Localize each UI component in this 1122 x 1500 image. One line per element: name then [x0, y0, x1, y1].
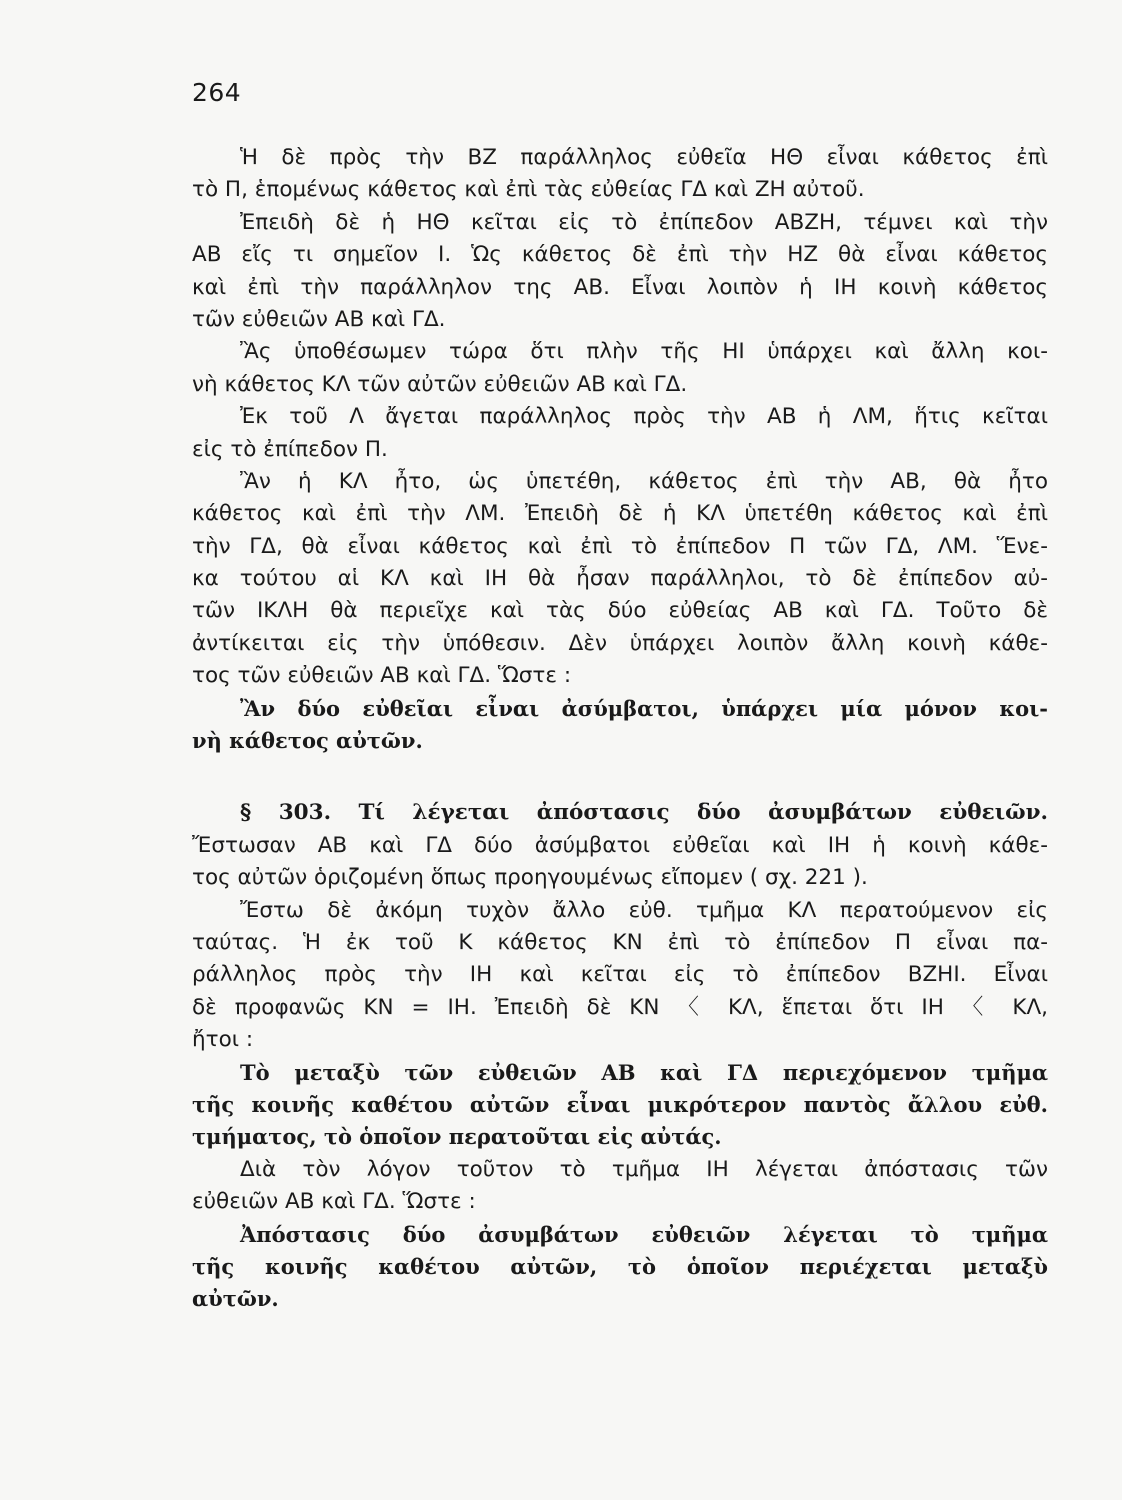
- paragraph: [192, 336, 1048, 401]
- text-line: Ἂν ἡ ΚΛ ἦτο, ὡς ὑπετέθη, κάθετος ἐπὶ τὴν ΑΒ, θὰ ἦτο: [240, 468, 1048, 494]
- text-line: τὴν ΓΔ, θὰ εἶναι κάθετος καὶ ἐπὶ τὸ ἐπίπεδον Π τῶν ΓΔ, ΛΜ. Ἕνε-: [192, 533, 1048, 559]
- text-line: Ἔστωσαν ΑΒ καὶ ΓΔ δύο ἀσύμβατοι εὐθεῖαι καὶ ΙΗ ἡ κοινὴ κάθε-: [192, 832, 1048, 858]
- theorem: [192, 1057, 1048, 1154]
- text-line: ταύτας. Ἡ ἐκ τοῦ Κ κάθετος ΚΝ ἐπὶ τὸ ἐπίπεδον Π εἶναι πα-: [192, 929, 1048, 955]
- text-line: ἀντίκειται εἰς τὴν ὑπόθεσιν. Δὲν ὑπάρχει λοιπὸν ἄλλη κοινὴ κάθε-: [192, 630, 1048, 656]
- section-heading: § 303. Τί λέγεται ἀπόστασις δύο ἀσυμβάτων εὐθειῶν.: [240, 800, 1048, 826]
- text-line: τὸ Π, ἑπομένως κάθετος καὶ ἐπὶ τὰς εὐθείας ΓΔ καὶ ΖΗ αὐτοῦ.: [192, 177, 865, 203]
- text-line: κάθετος καὶ ἐπὶ τὴν ΛΜ. Ἐπειδὴ δὲ ἡ ΚΛ ὑπετέθη κάθετος καὶ ἐπὶ: [192, 501, 1048, 527]
- text-line: εἰς τὸ ἐπίπεδον Π.: [192, 436, 388, 462]
- text-line: καὶ ἐπὶ τὴν παράλληλον της ΑΒ. Εἶναι λοιπὸν ἡ ΙΗ κοινὴ κάθετος: [192, 274, 1048, 300]
- text-line: νὴ κάθετος ΚΛ τῶν αὐτῶν εὐθειῶν ΑΒ καὶ ΓΔ.: [192, 371, 688, 397]
- paragraph: [192, 466, 1048, 693]
- theorem-line: τῆς κοινῆς καθέτου αὐτῶν εἶναι μικρότερον παντὸς ἄλλου εὐθ.: [192, 1091, 1048, 1117]
- definition-line: Ἀπόστασις δύο ἀσυμβάτων εὐθειῶν λέγεται τὸ τμῆμα: [240, 1221, 1048, 1247]
- theorem-line: τμήματος, τὸ ὁποῖον περατοῦται εἰς αὐτάς.: [192, 1124, 722, 1150]
- text-line: Ἔστω δὲ ἀκόμη τυχὸν ἄλλο εὐθ. τμῆμα ΚΛ περατούμενον εἰς: [240, 897, 1048, 923]
- theorem-line: νὴ κάθετος αὐτῶν.: [192, 728, 423, 754]
- text-line: ΑΒ εἴς τι σημεῖον Ι. Ὡς κάθετος δὲ ἐπὶ τὴν ΗΖ θὰ εἶναι κάθετος: [192, 242, 1048, 268]
- paragraph: [192, 401, 1048, 466]
- section-303: [192, 797, 1048, 894]
- text-line: Ἂς ὑποθέσωμεν τώρα ὅτι πλὴν τῆς ΗΙ ὑπάρχει καὶ ἄλλη κοι-: [240, 339, 1048, 365]
- text-line: τῶν ΙΚΛΗ θὰ περιεῖχε καὶ τὰς δύο εὐθείας ΑΒ καὶ ΓΔ. Τοῦτο δὲ: [192, 598, 1048, 624]
- text-line: Ἡ δὲ πρὸς τὴν ΒΖ παράλληλος εὐθεῖα ΗΘ εἶναι κάθετος ἐπὶ: [240, 145, 1048, 170]
- paragraph: [192, 1154, 1048, 1219]
- theorem-line: Ἂν δύο εὐθεῖαι εἶναι ἀσύμβατοι, ὑπάρχει μία μόνον κοι-: [240, 695, 1048, 721]
- definition-line: αὐτῶν.: [192, 1286, 279, 1312]
- text-column: [192, 142, 1048, 1316]
- theorem-line: Τὸ μεταξὺ τῶν εὐθειῶν ΑΒ καὶ ΓΔ περιεχόμενον τμῆμα: [240, 1059, 1048, 1085]
- text-line: τος τῶν εὐθειῶν ΑΒ καὶ ΓΔ. Ὥστε :: [192, 663, 572, 689]
- paragraph: [192, 895, 1048, 1057]
- text-line: κα τούτου αἱ ΚΛ καὶ ΙΗ θὰ ἦσαν παράλληλοι, τὸ δὲ ἐπίπεδον αὐ-: [192, 566, 1048, 592]
- text-line: Ἐκ τοῦ Λ ἄγεται παράλληλος πρὸς τὴν ΑΒ ἡ ΛΜ, ἥτις κεῖται: [240, 404, 1048, 430]
- text-line: εὐθειῶν ΑΒ καὶ ΓΔ. Ὥστε :: [192, 1189, 476, 1215]
- text-line: τος αὐτῶν ὁριζομένη ὅπως προηγουμένως εἴπομεν ( σχ. 221 ).: [192, 865, 868, 891]
- paragraph: [192, 142, 1048, 207]
- text-line: ράλληλος πρὸς τὴν ΙΗ καὶ κεῖται εἰς τὸ ἐπίπεδον ΒΖΗΙ. Εἶναι: [192, 962, 1048, 988]
- page-number: 264: [192, 78, 242, 107]
- text-line: τῶν εὐθειῶν ΑΒ καὶ ΓΔ.: [192, 306, 446, 332]
- definition-line: τῆς κοινῆς καθέτου αὐτῶν, τὸ ὁποῖον περιέχεται μεταξὺ: [192, 1253, 1048, 1279]
- text-line: Διὰ τὸν λόγον τοῦτον τὸ τμῆμα ΙΗ λέγεται ἀπόστασις τῶν: [240, 1156, 1048, 1182]
- definition: [192, 1219, 1048, 1316]
- text-line: δὲ προφανῶς ΚΝ = ΙΗ. Ἐπειδὴ δὲ ΚΝ 〈 ΚΛ, ἕπεται ὅτι ΙΗ 〈 ΚΛ,: [192, 994, 1048, 1020]
- paragraph: [192, 207, 1048, 337]
- text-line: ἤτοι :: [192, 1027, 254, 1053]
- theorem: [192, 693, 1048, 758]
- spacer: [192, 757, 1048, 797]
- text-line: Ἐπειδὴ δὲ ἡ ΗΘ κεῖται εἰς τὸ ἐπίπεδον ΑΒΖΗ, τέμνει καὶ τὴν: [240, 209, 1048, 235]
